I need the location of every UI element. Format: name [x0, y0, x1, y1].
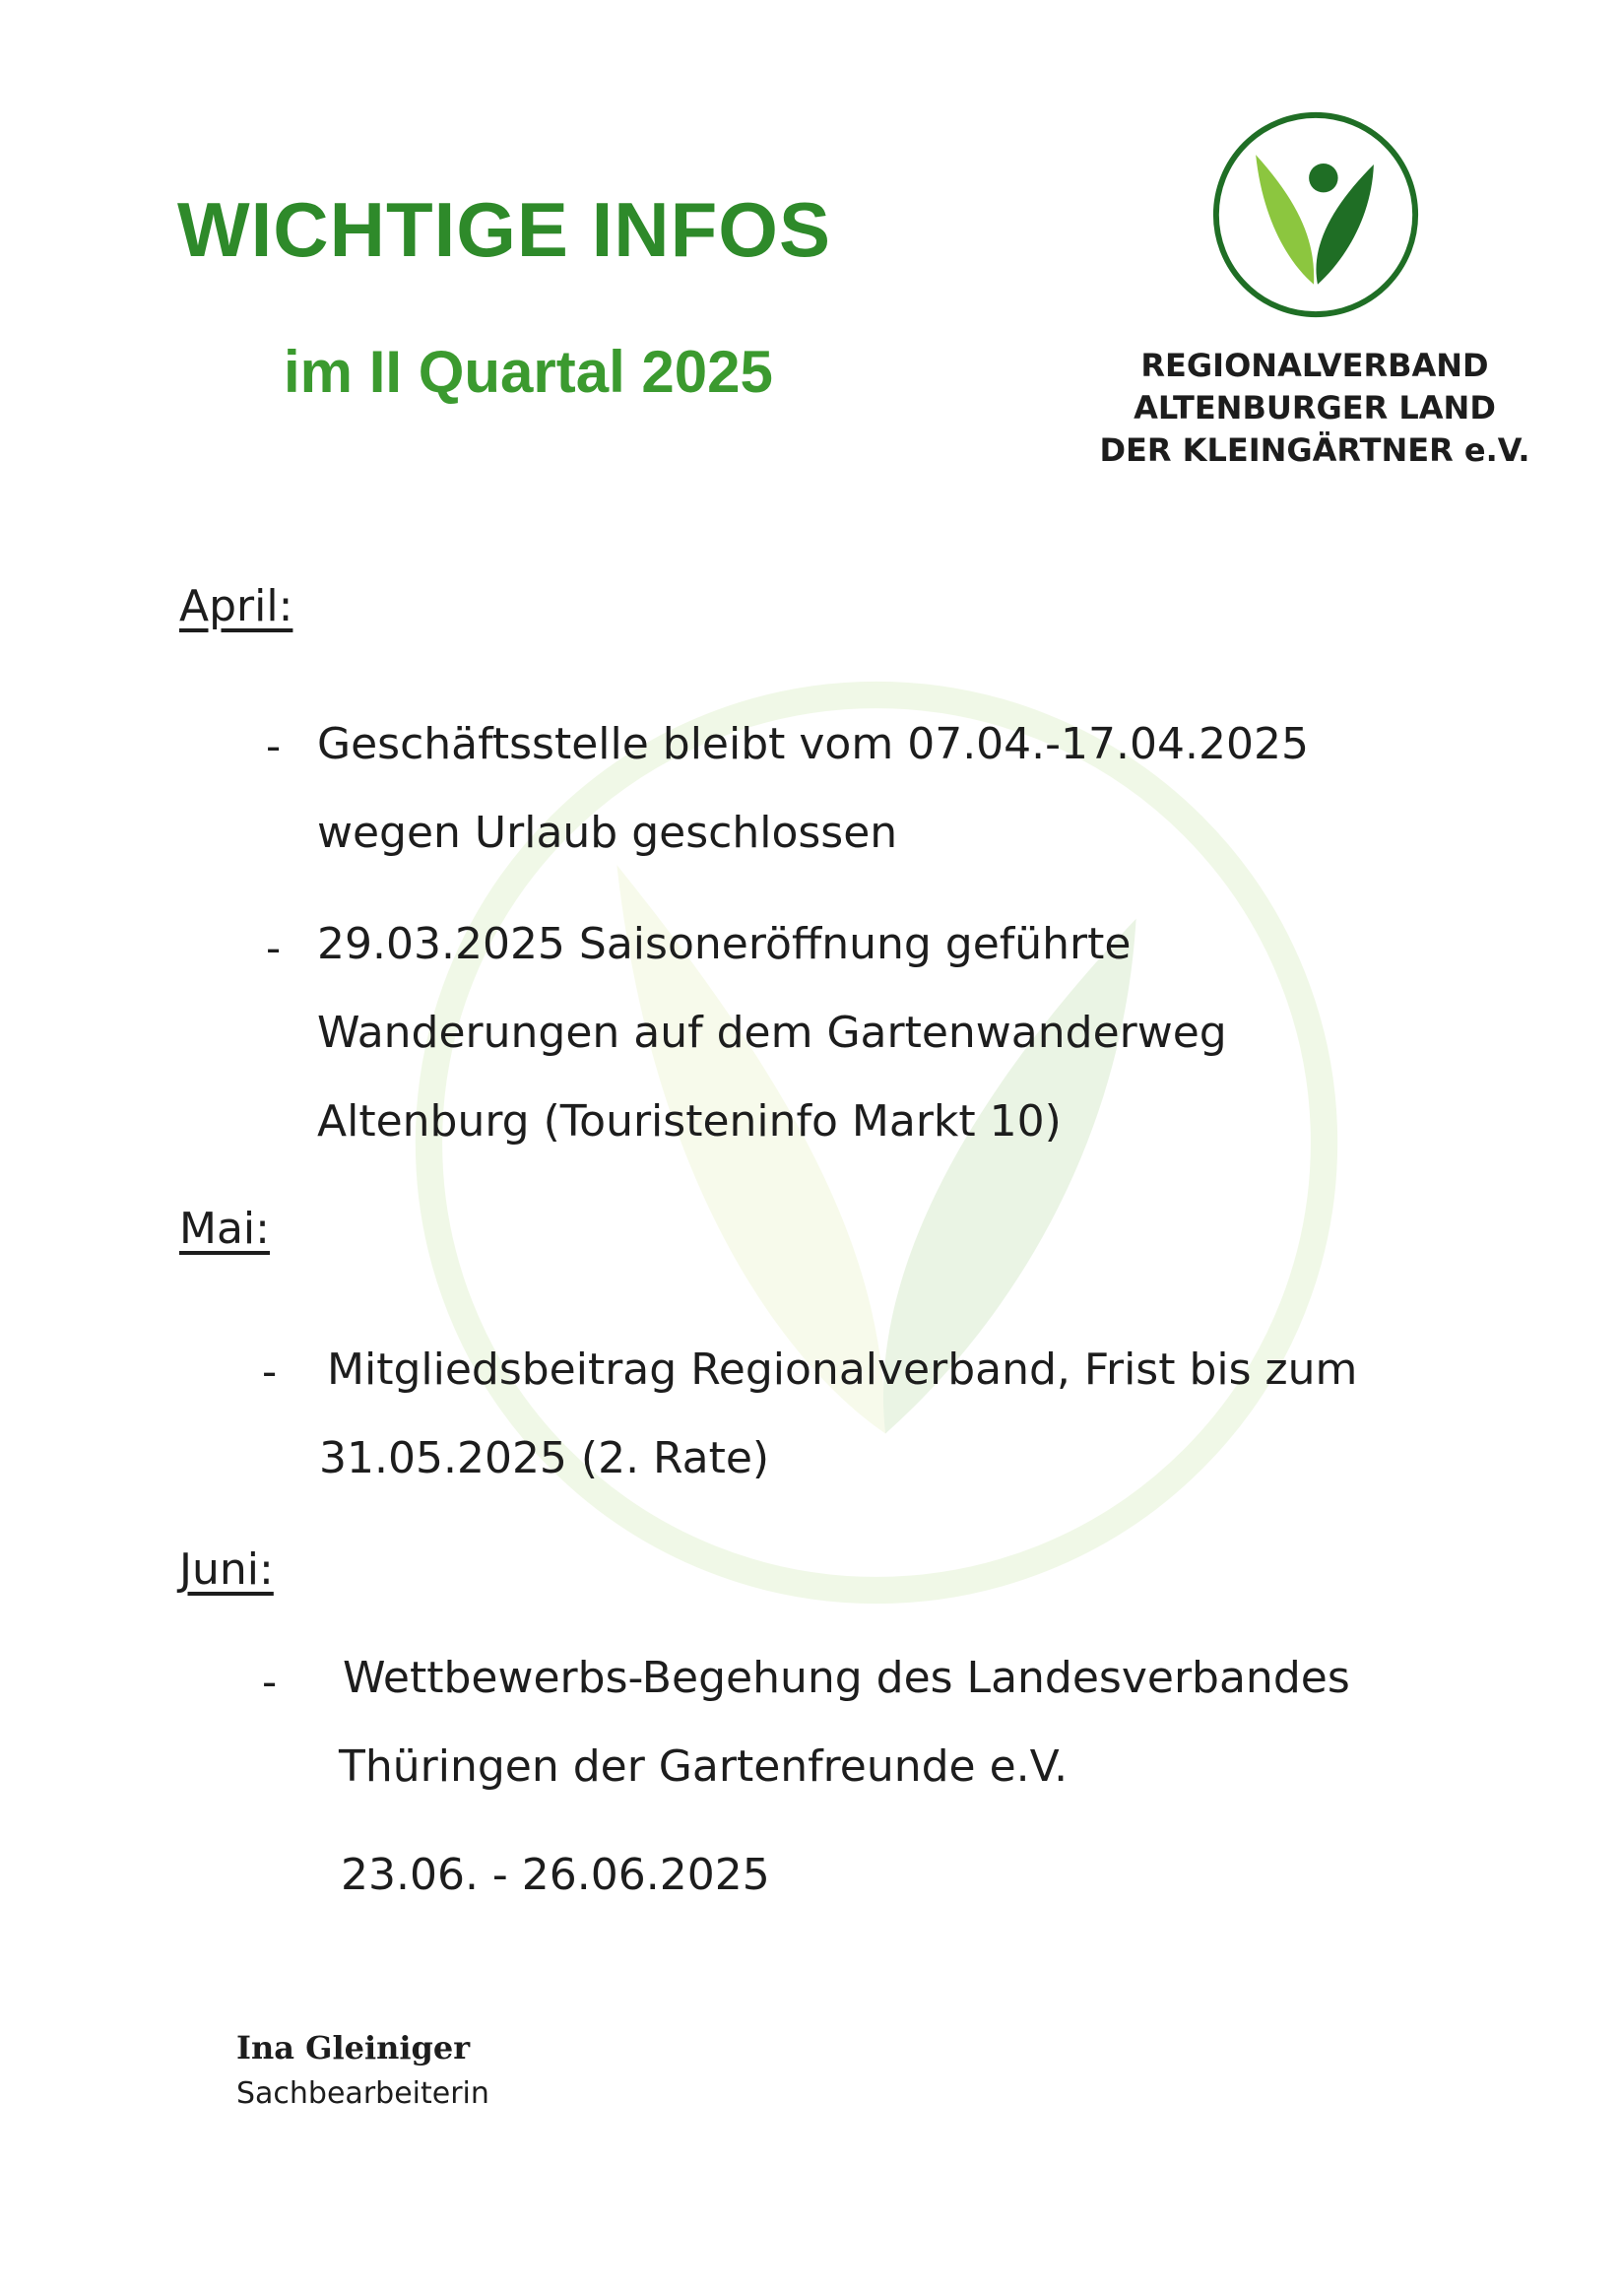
- page-title: WICHTIGE INFOS: [177, 186, 831, 273]
- bullet-dash: -: [266, 722, 282, 770]
- bullet-dash: -: [262, 1658, 278, 1706]
- april-item2-line1: 29.03.2025 Saisoneröffnung geführte: [317, 919, 1132, 969]
- april-item1-line1: Geschäftsstelle bleibt vom 07.04.-17.04.2025: [317, 719, 1309, 769]
- section-heading-juni: Juni:: [179, 1544, 274, 1595]
- juni-item1-line2: Thüringen der Gartenfreunde e.V.: [339, 1741, 1069, 1792]
- section-heading-april: April:: [179, 581, 293, 631]
- april-item2-line2: Wanderungen auf dem Gartenwanderweg: [317, 1008, 1227, 1058]
- section-heading-mai: Mai:: [179, 1204, 270, 1254]
- organization-line-3: DER KLEINGÄRTNER e.V.: [1099, 431, 1530, 469]
- mai-item1-line2: 31.05.2025 (2. Rate): [319, 1433, 770, 1483]
- signature-name: Ina Gleiniger: [236, 2029, 471, 2066]
- bullet-dash: -: [262, 1347, 278, 1396]
- signature-role: Sachbearbeiterin: [236, 2076, 489, 2111]
- person-leaf-logo-icon: [1209, 108, 1422, 321]
- april-item1-line2: wegen Urlaub geschlossen: [317, 808, 898, 858]
- page-subtitle: im II Quartal 2025: [284, 339, 773, 405]
- juni-item1-line1: Wettbewerbs-Begehung des Landesverbandes: [343, 1653, 1350, 1703]
- organization-name: [1073, 345, 1556, 472]
- april-item2-line3: Altenburg (Touristeninfo Markt 10): [317, 1096, 1062, 1147]
- organization-line-1: REGIONALVERBAND: [1140, 347, 1489, 384]
- bullet-dash: -: [266, 924, 282, 972]
- juni-item1-line3: 23.06. - 26.06.2025: [341, 1850, 770, 1900]
- mai-item1-line1: Mitgliedsbeitrag Regionalverband, Frist bis zum: [327, 1345, 1358, 1395]
- organization-line-2: ALTENBURGER LAND: [1134, 389, 1496, 426]
